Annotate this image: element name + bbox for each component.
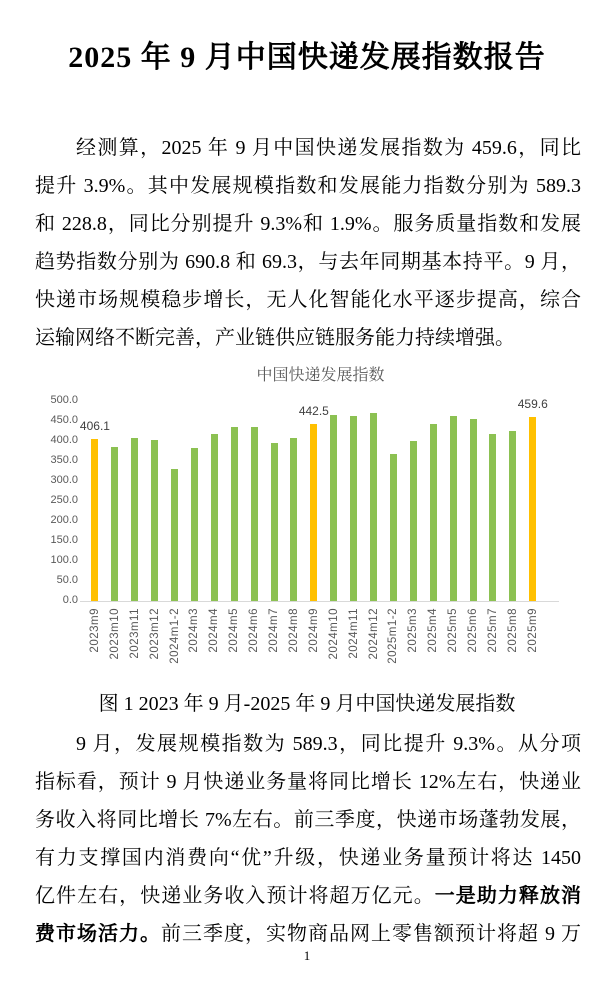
chart-bar xyxy=(231,427,238,601)
chart-bar xyxy=(390,454,397,601)
text-segment: 运输网络不断完善，产业链供应链服务能力持续增强。 xyxy=(35,327,515,349)
text-segment: 趋势指数分别为 690.8 和 69.3，与去年同期基本持平。9 月， xyxy=(35,251,581,273)
x-tick-label: 2023m10 xyxy=(108,608,121,660)
x-tick-label: 2024m9 xyxy=(307,608,320,653)
chart-bar xyxy=(251,427,258,601)
text-line xyxy=(35,801,581,839)
chart-bar xyxy=(290,438,297,601)
chart-bar xyxy=(430,424,437,601)
chart-bar xyxy=(91,439,98,601)
bold-text-segment: 一是助力释放消 xyxy=(434,885,581,907)
x-tick-label: 2024m6 xyxy=(248,608,261,653)
text-line xyxy=(35,763,581,801)
chart-bar xyxy=(310,424,317,601)
x-tick-label: 2025m4 xyxy=(427,608,440,653)
chart-bar xyxy=(450,416,457,601)
text-line xyxy=(35,129,581,167)
text-line xyxy=(35,205,581,243)
x-tick-label: 2024m8 xyxy=(287,608,300,653)
chart-bar xyxy=(410,441,417,601)
x-tick-label: 2023m12 xyxy=(148,608,161,660)
y-tick-label: 0.0 xyxy=(62,594,78,606)
x-tick-label: 2024m12 xyxy=(367,608,380,660)
x-tick-label: 2024m4 xyxy=(208,608,221,653)
x-tick-label: 2024m5 xyxy=(228,608,241,653)
text-line xyxy=(35,281,581,319)
x-tick-label: 2024m3 xyxy=(188,608,201,653)
x-tick-label: 2024m11 xyxy=(347,608,360,659)
y-tick-label: 400.0 xyxy=(50,434,78,446)
chart-title: 中国快递发展指数 xyxy=(256,367,385,384)
y-tick-label: 150.0 xyxy=(50,534,78,546)
text-segment: 9 月，发展规模指数为 589.3，同比提升 9.3%。从分项 xyxy=(76,733,581,755)
figure-chart xyxy=(0,356,614,686)
y-tick-label: 350.0 xyxy=(50,454,78,466)
bar-value-label: 406.1 xyxy=(79,418,110,433)
chart-bar xyxy=(330,415,337,601)
chart-bar xyxy=(191,448,198,601)
x-tick-label: 2025m6 xyxy=(467,608,480,653)
x-tick-label: 2025m5 xyxy=(447,608,460,653)
report-title: 2025 年 9 月中国快递发展指数报告 xyxy=(68,41,546,74)
chart-bar xyxy=(271,443,278,601)
x-tick-label: 2024m7 xyxy=(268,608,281,653)
x-tick-label: 2025m7 xyxy=(486,608,499,653)
paragraph-1 xyxy=(35,129,581,357)
text-segment: 亿件左右，快递业务收入预计将超万亿元。 xyxy=(35,885,435,907)
chart-bar xyxy=(111,447,118,601)
x-tick-label: 2024m10 xyxy=(327,608,340,660)
chart-bar xyxy=(370,413,377,601)
page-number: 1 xyxy=(303,948,311,963)
y-tick-label: 200.0 xyxy=(50,514,78,526)
chart-bar xyxy=(171,469,178,601)
chart-x-axis-line xyxy=(80,601,559,602)
chart-bar xyxy=(470,419,477,601)
text-line xyxy=(35,243,581,281)
text-segment: 快递市场规模稳步增长，无人化智能化水平逐步提高，综合 xyxy=(35,289,581,311)
text-segment: 和 228.8，同比分别提升 9.3%和 1.9%。服务质量指数和发展 xyxy=(35,213,581,235)
chart-bar xyxy=(151,440,158,601)
x-tick-label: 2023m9 xyxy=(88,608,101,653)
y-tick-label: 450.0 xyxy=(50,414,78,426)
text-segment: 经测算，2025 年 9 月中国快递发展指数为 459.6，同比 xyxy=(76,137,581,159)
text-segment: 前三季度，实物商品网上零售额预计将超 9 万 xyxy=(161,923,581,945)
chart-bar xyxy=(131,438,138,601)
chart-bar xyxy=(529,417,536,601)
chart-bar xyxy=(211,434,218,601)
text-line xyxy=(35,877,581,915)
bar-value-label: 459.6 xyxy=(517,397,548,412)
text-segment: 务收入将同比增长 7%左右。前三季度，快递市场蓬勃发展， xyxy=(35,809,581,831)
text-line xyxy=(35,167,581,205)
x-tick-label: 2024m1-2 xyxy=(168,608,181,664)
x-tick-label: 2025m1-2 xyxy=(387,608,400,664)
text-segment: 指标看，预计 9 月快递业务量将同比增长 12%左右，快递业 xyxy=(35,771,581,793)
text-line xyxy=(35,725,581,763)
chart-bar xyxy=(509,431,516,601)
x-tick-label: 2025m3 xyxy=(407,608,420,653)
y-tick-label: 500.0 xyxy=(50,394,78,406)
x-tick-label: 2025m9 xyxy=(526,608,539,653)
x-tick-label: 2025m8 xyxy=(506,608,519,653)
y-tick-label: 100.0 xyxy=(50,554,78,566)
chart-bar xyxy=(350,416,357,601)
bar-value-label: 442.5 xyxy=(298,404,329,418)
paragraph-2 xyxy=(35,725,581,953)
text-segment: 提升 3.9%。其中发展规模指数和发展能力指数分别为 589.3 xyxy=(35,175,581,197)
figure-caption: 图 1 2023 年 9 月-2025 年 9 月中国快递发展指数 xyxy=(98,693,516,715)
y-tick-label: 50.0 xyxy=(56,574,78,586)
bold-text-segment: 费市场活力。 xyxy=(35,923,161,945)
y-tick-label: 250.0 xyxy=(50,494,78,506)
text-line xyxy=(35,319,581,357)
text-segment: 有力支撑国内消费向“优”升级，快递业务量预计将达 1450 xyxy=(35,847,581,869)
chart-bar xyxy=(489,434,496,601)
text-line xyxy=(35,839,581,877)
x-tick-label: 2023m11 xyxy=(128,608,141,659)
y-tick-label: 300.0 xyxy=(50,474,78,486)
